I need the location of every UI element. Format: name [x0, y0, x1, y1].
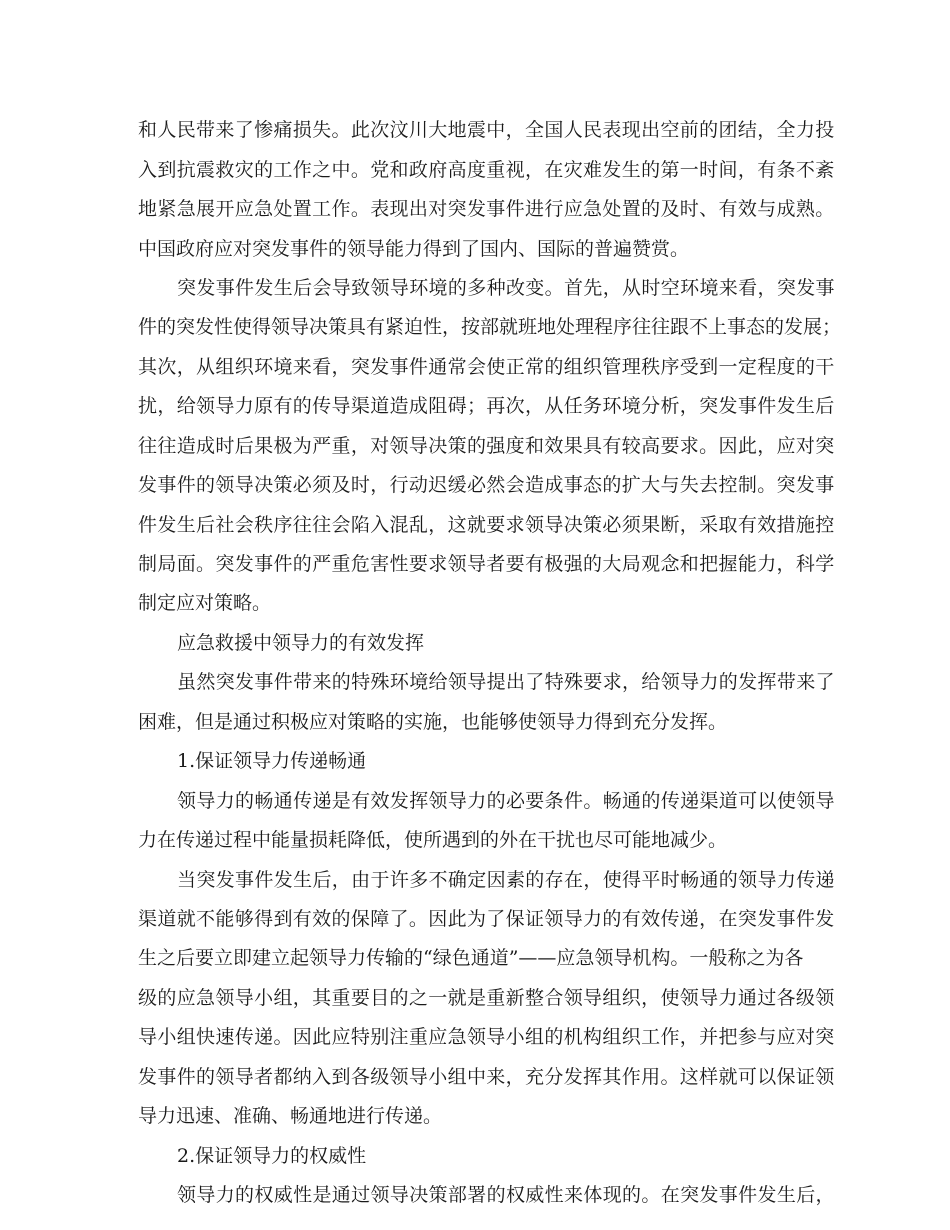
body-text-line: 发事件的领导者都纳入到各级领导小组中来，充分发挥其作用。这样就可以保证领 [138, 1066, 835, 1088]
body-text-line: 件发生后社会秩序往往会陷入混乱，这就要求领导决策必须果断，采取有效措施控 [138, 514, 835, 536]
subsection-heading: 2.保证领导力的权威性 [177, 1145, 367, 1167]
paragraph-first-line: 虽然突发事件带来的特殊环境给领导提出了特殊要求，给领导力的发挥带来了 [177, 671, 835, 693]
body-text-line: 制局面。突发事件的严重危害性要求领导者要有极强的大局观念和把握能力，科学 [138, 553, 835, 575]
body-text-line: 地紧急展开应急处置工作。表现出对突发事件进行应急处置的及时、有效与成熟。 [138, 198, 835, 220]
section-heading: 应急救援中领导力的有效发挥 [177, 632, 425, 654]
body-text-line: 入到抗震救灾的工作之中。党和政府高度重视，在灾难发生的第一时间，有条不紊 [138, 159, 835, 181]
subsection-heading: 1.保证领导力传递畅通 [177, 750, 367, 772]
paragraph-first-line: 领导力的权威性是通过领导决策部署的权威性来体现的。在突发事件发生后， [177, 1184, 835, 1206]
body-text-line: 力在传递过程中能量损耗降低，使所遇到的外在干扰也尽可能地减少。 [138, 829, 728, 851]
body-text-line: 和人民带来了惨痛损失。此次汶川大地震中，全国人民表现出空前的团结，全力投 [138, 119, 835, 141]
body-text-line: 往往造成时后果极为严重，对领导决策的强度和效果具有较高要求。因此，应对突 [138, 435, 835, 457]
body-text-line: 中国政府应对突发事件的领导能力得到了国内、国际的普遍赞赏。 [138, 238, 690, 260]
body-text-line: 困难，但是通过积极应对策略的实施，也能够使领导力得到充分发挥。 [138, 711, 728, 733]
body-text-line: 扰，给领导力原有的传导渠道造成阻碍；再次，从任务环境分析，突发事件发生后 [138, 395, 835, 417]
body-text-line: 导小组快速传递。因此应特别注重应急领导小组的机构组织工作，并把参与应对突 [138, 1026, 835, 1048]
body-text-line: 制定应对策略。 [138, 592, 272, 614]
body-text-line: 渠道就不能够得到有效的保障了。因此为了保证领导力的有效传递，在突发事件发 [138, 908, 835, 930]
paragraph-first-line: 当突发事件发生后，由于许多不确定因素的存在，使得平时畅通的领导力传递 [177, 869, 835, 891]
paragraph-first-line: 领导力的畅通传递是有效发挥领导力的必要条件。畅通的传递渠道可以使领导 [177, 790, 835, 812]
paragraph-first-line: 突发事件发生后会导致领导环境的多种改变。首先，从时空环境来看，突发事 [177, 277, 835, 299]
body-text-line: 级的应急领导小组，其重要目的之一就是重新整合领导组织，使领导力通过各级领 [138, 987, 835, 1009]
body-text-line: 导力迅速、准确、畅通地进行传递。 [138, 1105, 443, 1127]
body-text-line: 件的突发性使得领导决策具有紧迫性，按部就班地处理程序往往跟不上事态的发展； [138, 316, 842, 338]
body-text-line: 发事件的领导决策必须及时，行动迟缓必然会造成事态的扩大与失去控制。突发事 [138, 474, 835, 496]
body-text-line: 生之后要立即建立起领导力传输的“绿色通道”——应急领导机构。一般称之为各 [138, 947, 804, 969]
body-text-line: 其次，从组织环境来看，突发事件通常会使正常的组织管理秩序受到一定程度的干 [138, 356, 835, 378]
